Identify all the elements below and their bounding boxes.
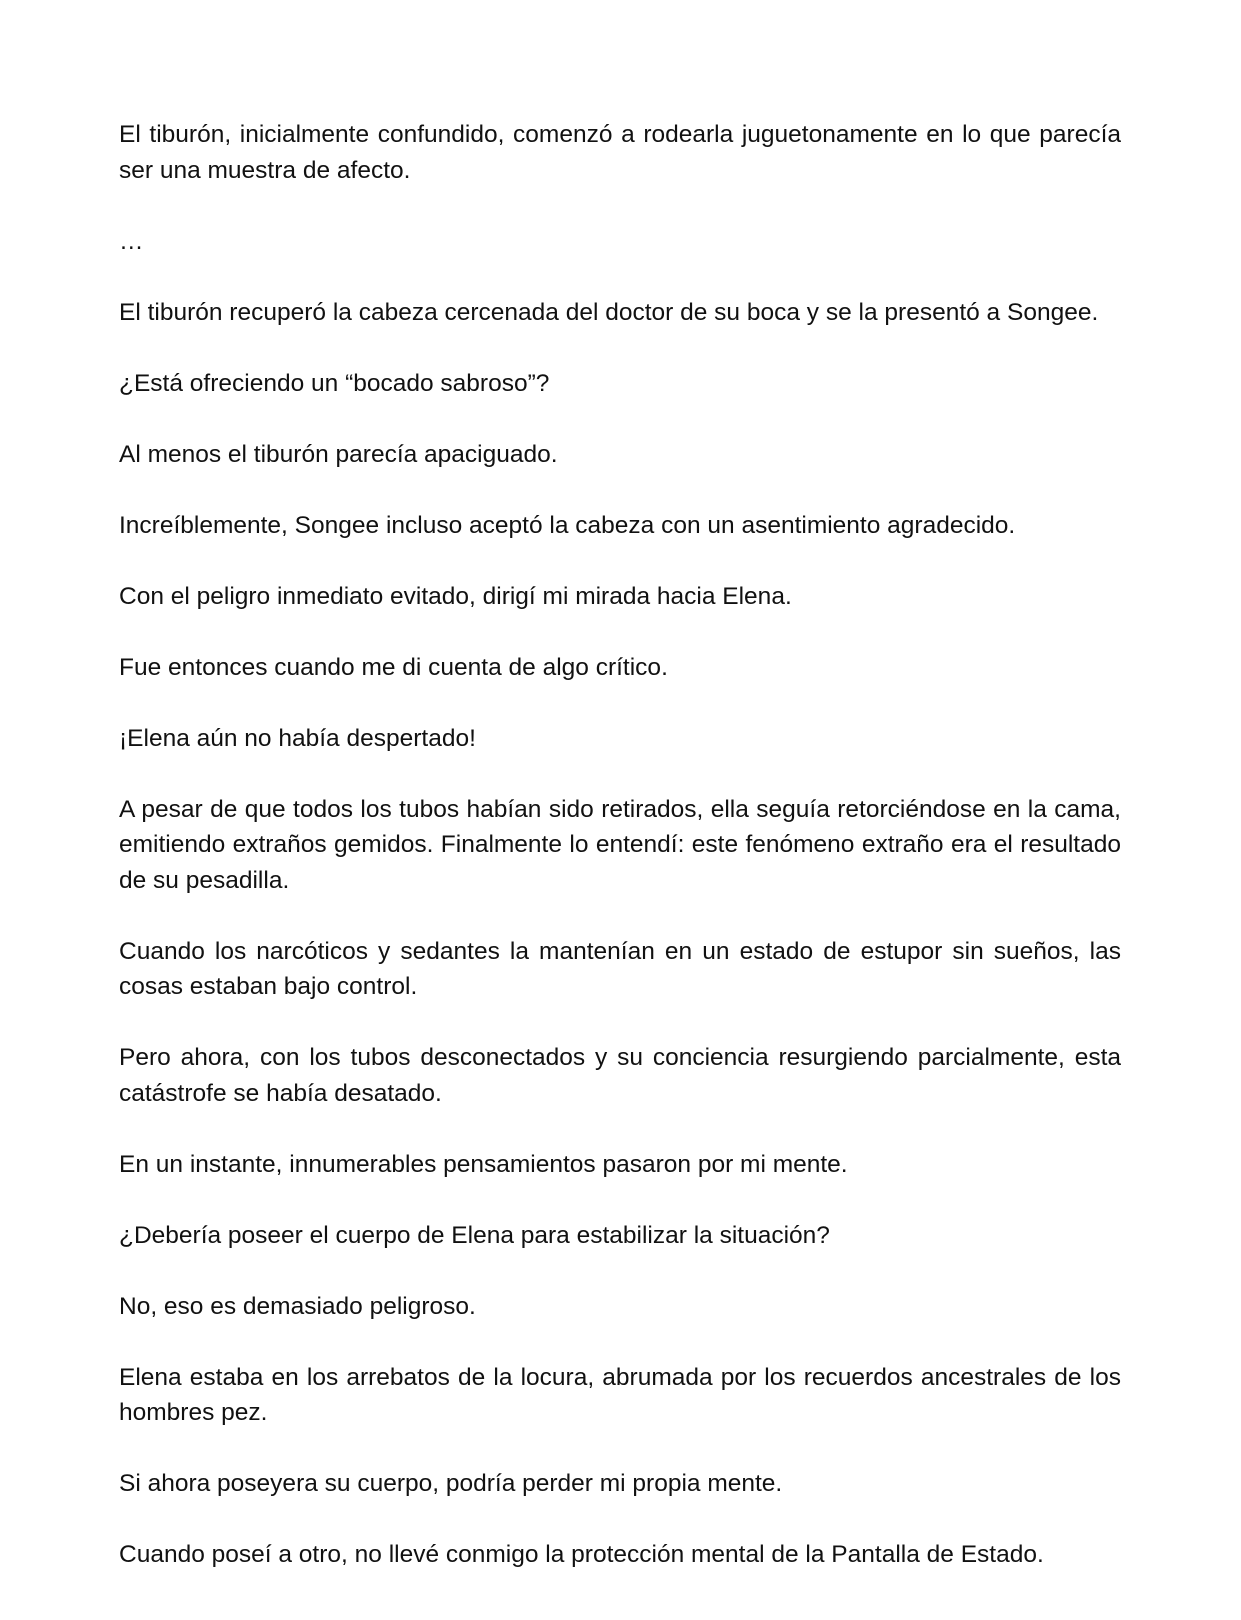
paragraph: A pesar de que todos los tubos habían sido retirados, ella seguía retorciéndose en la cama, emitiendo extraños gemidos. Finalmente lo entendí: este fenómeno extraño era el resultado de su pesadilla. xyxy=(119,795,1121,894)
paragraph: Pero ahora, con los tubos desconectados y su conciencia resurgiendo parcialmente, esta catástrofe se había desatado. xyxy=(119,1044,1121,1107)
paragraph: Cuando poseí a otro, no llevé conmigo la protección mental de la Pantalla de Estado. xyxy=(119,1541,1044,1568)
paragraph: ¡Elena aún no había despertado! xyxy=(119,724,476,752)
paragraph: ¿Debería poseer el cuerpo de Elena para estabilizar la situación? xyxy=(119,1221,830,1249)
paragraph: Elena estaba en los arrebatos de la locura, abrumada por los recuerdos ancestrales de los hombres pez. xyxy=(119,1363,1121,1426)
paragraph: Fue entonces cuando me di cuenta de algo crítico. xyxy=(119,653,668,681)
paragraph: El tiburón recuperó la cabeza cercenada del doctor de su boca y se la presentó a Songee. xyxy=(119,298,1099,326)
paragraph: En un instante, innumerables pensamientos pasaron por mi mente. xyxy=(119,1150,848,1178)
paragraph: No, eso es demasiado peligroso. xyxy=(119,1292,476,1320)
paragraph: Al menos el tiburón parecía apaciguado. xyxy=(119,440,558,468)
paragraph: Increíblemente, Songee incluso aceptó la cabeza con un asentimiento agradecido. xyxy=(119,511,1016,539)
paragraph-ellipsis: … xyxy=(119,227,144,255)
paragraph: Si ahora poseyera su cuerpo, podría perder mi propia mente. xyxy=(119,1470,783,1497)
paragraph: El tiburón, inicialmente confundido, comenzó a rodearla juguetonamente en lo que parecía ser una muestra de afecto. xyxy=(119,121,1121,184)
paragraph: Con el peligro inmediato evitado, dirigí mi mirada hacia Elena. xyxy=(119,582,792,610)
paragraph: ¿Está ofreciendo un “bocado sabroso”? xyxy=(119,369,550,397)
document-body xyxy=(119,117,1121,1608)
paragraph: Cuando los narcóticos y sedantes la mantenían en un estado de estupor sin sueños, las cosas estaban bajo control. xyxy=(119,937,1121,1000)
